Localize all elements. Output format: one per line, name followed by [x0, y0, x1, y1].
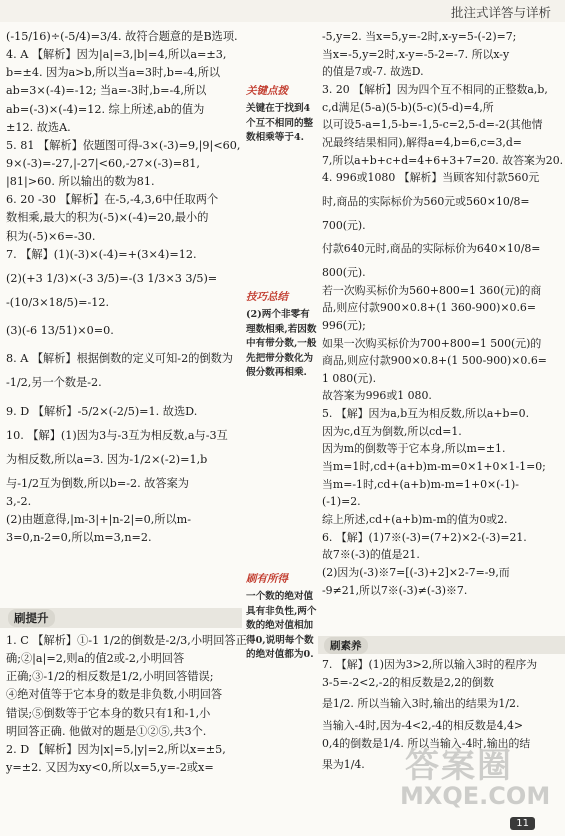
- text-line: (-15/16)÷(-5/4)=3/4. 故符合题意的是B选项.: [6, 30, 238, 43]
- text-line: 800(元).: [322, 265, 366, 279]
- text-line: 付款640元时,商品的实际标价为640×10/8=: [322, 242, 541, 256]
- section-title-literacy: 刷素养: [324, 637, 368, 654]
- side-note-takeaway: [246, 572, 318, 663]
- text-line: 若一次购买标价为560+800=1 360(元)的商: [322, 283, 542, 297]
- text-line: 的值是7或-7. 故选D.: [322, 65, 424, 79]
- text-line: 况最终结果相同),解得a=4,b=6,c=3,d=: [322, 135, 522, 149]
- text-line: 6. 20 -30 【解析】在-5,-4,3,6中任取两个: [6, 193, 219, 207]
- text-line: 3-5=-2<2,-2的相反数是2,2的倒数: [322, 675, 494, 689]
- watermark-url: MXQE.COM: [400, 782, 551, 810]
- side-note-heading: 刷有所得: [246, 573, 288, 585]
- side-note-text: (2)两个非零有理数相乘,若因数中有带分数,一般先把带分数化为假分数再相乘.: [246, 308, 317, 379]
- side-note-skill-summary: [246, 290, 318, 381]
- text-line: 当m=1时,cd+(a+b)m-m=0×1+0×1-1=0;: [322, 460, 546, 474]
- text-line: (-1)=2.: [322, 495, 361, 509]
- text-line: 7. 【解】(1)因为3>2,所以输入3时的程序为: [322, 658, 538, 671]
- text-line: 3,-2.: [6, 495, 32, 509]
- text-line: 正确;③-1/2的相反数是1/2,小明回答错误;: [6, 670, 214, 684]
- text-line: c,d满足(5-a)(5-b)(5-c)(5-d)=4,所: [322, 100, 494, 114]
- text-line: 果为1/4.: [322, 758, 365, 772]
- text-line: ab=3×(-4)=-12; 当a=-3时,b=-4,所以: [6, 84, 207, 98]
- text-line: 6. 【解】(1)7※(-3)=(7+2)×2-(-3)=21.: [322, 530, 527, 544]
- text-line: 如果一次购买标价为700+800=1 500(元)的: [322, 336, 542, 350]
- text-line: 因为m的倒数等于它本身,所以m=±1.: [322, 442, 506, 456]
- text-line: 综上所述,cd+(a+b)m-m的值为0或2.: [322, 513, 508, 527]
- text-line: 是1/2. 所以当输入3时,输出的结果为1/2.: [322, 697, 520, 711]
- text-line: 3. 20 【解析】因为四个互不相同的正整数a,b,: [322, 82, 548, 96]
- text-line: 5. 【解】因为a,b互为相反数,所以a+b=0.: [322, 407, 530, 421]
- page-header-title: 批注式详答与详析: [450, 5, 551, 20]
- text-line: 10. 【解】(1)因为3与-3互为相反数,a与-3互: [6, 428, 228, 442]
- text-line: ④绝对值等于它本身的数是非负数,小明回答: [6, 688, 223, 702]
- text-line: 故答案为996或1 080.: [322, 389, 432, 403]
- text-line: 4. A 【解析】因为|a|=3,|b|=4,所以a=±3,: [6, 48, 227, 62]
- text-line: 以可设5-a=1,5-b=-1,5-c=2,5-d=-2(其他情: [322, 118, 543, 132]
- text-line: (2)由题意得,|m-3|+|n-2|=0,所以m-: [6, 513, 192, 527]
- text-line: 时,商品的实际标价为560元或560×10/8=: [322, 194, 530, 208]
- text-line: -5,y=2. 当x=5,y=-2时,x-y=5-(-2)=7;: [322, 30, 517, 43]
- text-line: (2)(+3 1/3)×(-3 3/5)=-(3 1/3×3 3/5)=: [6, 271, 218, 285]
- text-line: 明回答正确. 他做对的题是①②⑤,共3个.: [6, 724, 207, 738]
- text-line: 9×(-3)=-27,|-27|<60,-27×(-3)=81,: [6, 156, 200, 170]
- text-line: (3)(-6 13/51)×0=0.: [6, 324, 114, 338]
- text-line: 积为(-5)×6=-30.: [6, 229, 96, 243]
- text-line: 8. A 【解析】根据倒数的定义可知-2的倒数为: [6, 352, 233, 366]
- text-line: b=±4. 因为a>b,所以当a=3时,b=-4,所以: [6, 66, 221, 80]
- text-line: y=±2. 又因为xy<0,所以x=5,y=-2或x=: [6, 760, 214, 774]
- page-number: 11: [510, 817, 535, 830]
- side-note-heading: 技巧总结: [246, 291, 288, 303]
- section-title-brush-up: 刷提升: [8, 609, 55, 627]
- text-line: 7. 【解】(1)(-3)×(-4)=+(3×4)=12.: [6, 247, 197, 261]
- text-line: 700(元).: [322, 218, 366, 232]
- text-line: 3=0,n-2=0,所以m=3,n=2.: [6, 531, 152, 545]
- text-line: -(10/3×18/5)=-12.: [6, 295, 110, 309]
- text-line: 品,则应付款900×0.8+(1 360-900)×0.6=: [322, 301, 536, 315]
- text-line: 为相反数,所以a=3. 因为-1/2×(-2)=1,b: [6, 452, 208, 466]
- side-note-text: 关键在于找到4个互不相同的整数相乘等于4.: [246, 102, 314, 144]
- text-line: 1. C 【解析】①-1 1/2的倒数是-2/3,小明回答正: [6, 634, 247, 647]
- text-line: 1 080(元).: [322, 371, 377, 385]
- text-line: -9≠21,所以7※(-3)≠(-3)※7.: [322, 583, 468, 597]
- text-line: 2. D 【解析】因为|x|=5,|y|=2,所以x=±5,: [6, 742, 226, 756]
- text-line: 当m=-1时,cd+(a+b)m-m=1+0×(-1)-: [322, 477, 519, 491]
- watermark-logo: 答案圈: [405, 746, 513, 786]
- side-note-text: 一个数的绝对值具有非负性,两个数的绝对值相加得0,说明每个数的绝对值都为0.: [246, 590, 317, 661]
- text-line: 与-1/2互为倒数,所以b=-2. 故答案为: [6, 476, 189, 490]
- right-column: [322, 28, 564, 599]
- text-line: 商品,则应付款900×0.8+(1 500-900)×0.6=: [322, 354, 547, 368]
- text-line: 错误;⑤倒数等于它本身的数只有1和-1,小: [6, 706, 211, 720]
- text-line: |81|>60. 所以输出的数为81.: [6, 175, 155, 189]
- text-line: 7,所以a+b+c+d=4+6+3+7=20. 故答案为20.: [322, 153, 564, 167]
- text-line: (2)因为(-3)※7=[(-3)+2]×2-7=-9,而: [322, 566, 510, 580]
- text-line: 0,4的倒数是1/4. 所以当输入-4时,输出的结: [322, 736, 531, 750]
- text-line: 数相乘,最大的积为(-5)×(-4)=20,最小的: [6, 211, 209, 225]
- text-line: 当输入-4时,因为-4<2,-4的相反数是4,4>: [322, 718, 524, 732]
- text-line: -1/2,另一个数是-2.: [6, 376, 102, 390]
- text-line: 9. D 【解析】-5/2×(-2/5)=1. 故选D.: [6, 404, 198, 418]
- side-note-heading: 关键点拨: [246, 85, 288, 97]
- text-line: 因为c,d互为倒数,所以cd=1.: [322, 424, 462, 438]
- left-column: [6, 28, 242, 548]
- text-line: 4. 996或1080 【解析】当顾客知付款560元: [322, 171, 540, 185]
- text-line: 故7※(-3)的值是21.: [322, 548, 420, 562]
- text-line: ab=(-3)×(-4)=12. 综上所述,ab的值为: [6, 102, 205, 116]
- text-line: ±12. 故选A.: [6, 120, 71, 134]
- text-line: 当x=-5,y=2时,x-y=-5-2=-7. 所以x-y: [322, 47, 510, 61]
- left-column-lower: [6, 632, 247, 777]
- text-line: 996(元);: [322, 318, 366, 332]
- text-line: 5. 81 【解析】依题图可得-3×(-3)=9,|9|<60,: [6, 138, 241, 152]
- side-note-key-tip: [246, 84, 318, 146]
- text-line: 确;②|a|=2,则a的值2或-2,小明回答: [6, 652, 185, 666]
